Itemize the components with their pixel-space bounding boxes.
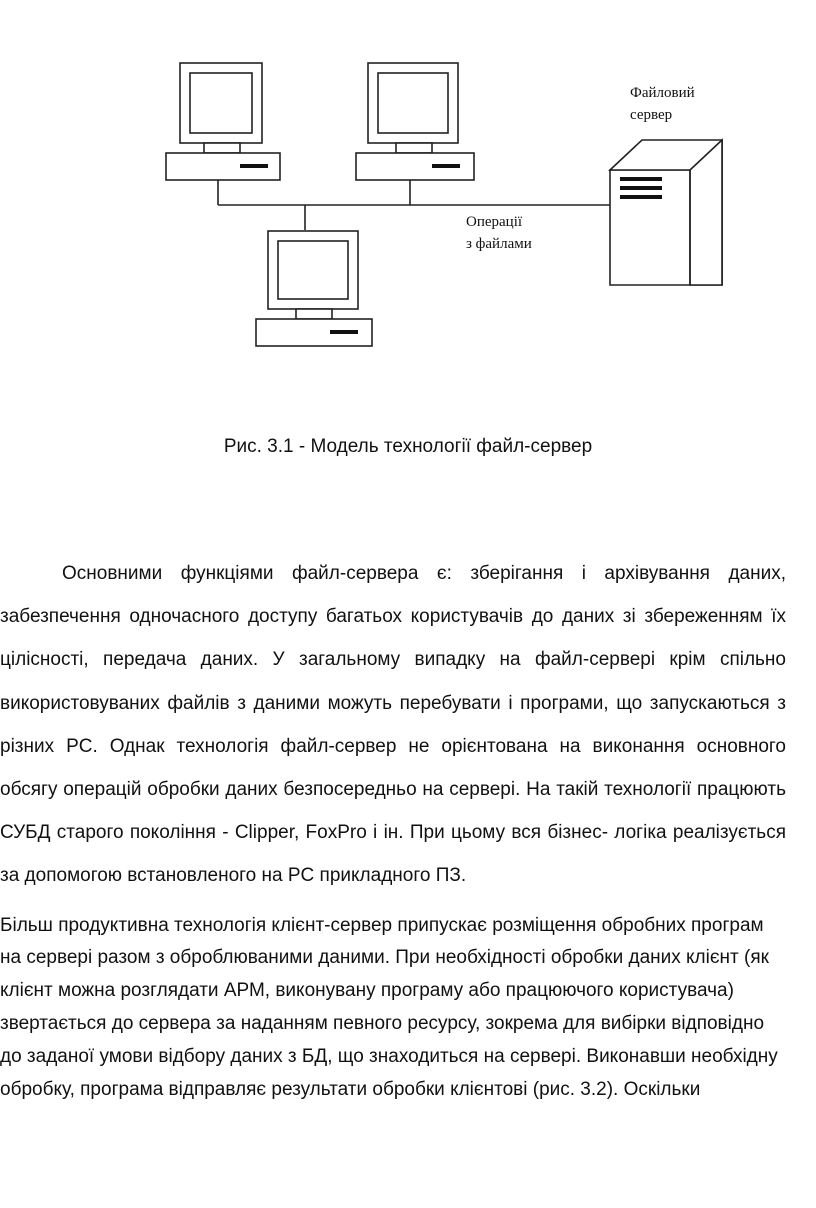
workstation-3-icon	[256, 231, 372, 346]
workstation-1-icon	[166, 63, 280, 180]
paragraph-2: Більш продуктивна технологія клієнт-сервер припускає розміщення обробних програм на сервері разом з оброблюваними даними. При необхідності обробки даних клієнт (як клієнт можна розглядати АРМ, виконувану програму або працюючого користувача) звертається до сервера за наданням певного ресурсу, зокрема для вибірки відповідно до заданої умови відбору даних з БД, що знаходиться на сервері. Виконавши необхідну обробку, програма відправляє результати обробки клієнтові (рис. 3.2). Оскільки	[0, 914, 778, 1100]
file-server-icon	[610, 140, 722, 285]
workstation-2-icon	[356, 63, 474, 180]
operations-label-line2: з файлами	[466, 236, 532, 252]
paragraph-1-text: Основними функціями файл-сервера є: зберігання і архівування даних, забезпечення одночасного доступу багатьох користувачів до даних зі збереженням їх цілісності, передача даних. У загальному випадку на файл-сервері крім спільно використовуваних файлів з даними можуть перебувати і програми, що запускаються з різних PC. Однак технологія файл-сервер не орієнтована на виконання основного обсягу операцій обробки даних безпосередньо на сервері. На такій технології працюють СУБД старого покоління - Clipper, FoxPro і ін. При цьому вся бізнес- логіка реалізується за допомогою встановленого на PC прикладного ПЗ.	[0, 563, 786, 887]
server-label-line1: Файловий	[630, 85, 695, 101]
operations-label-line1: Операції	[466, 214, 523, 230]
figure-caption: Рис. 3.1 - Модель технології файл-сервер	[223, 436, 593, 457]
server-label-line2: сервер	[630, 107, 673, 123]
file-server-diagram	[0, 0, 816, 400]
document-body	[0, 552, 786, 1106]
paragraph-1	[0, 552, 786, 898]
